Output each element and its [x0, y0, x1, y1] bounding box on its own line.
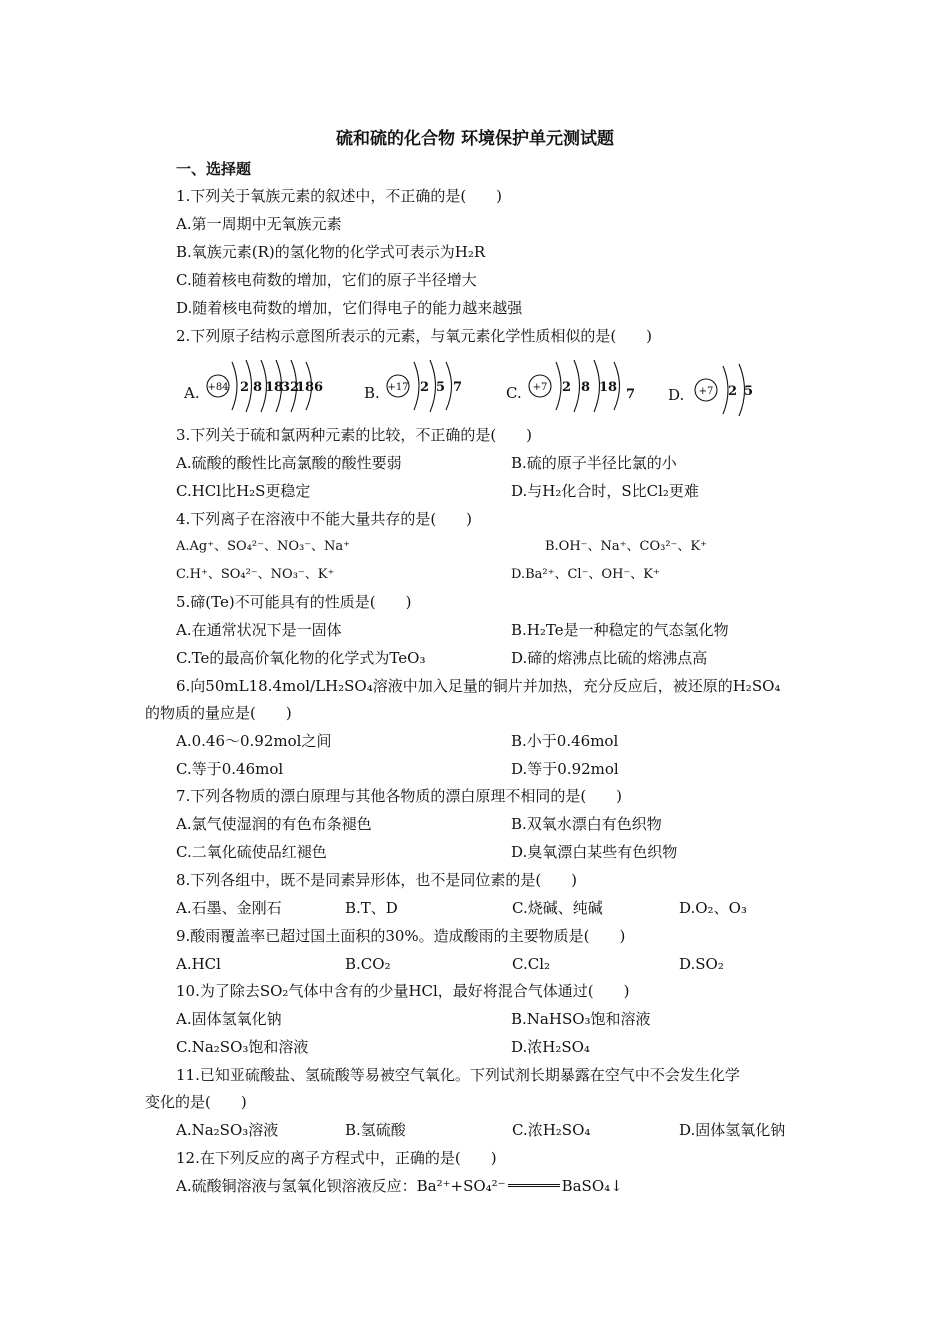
q4-option-d: D.Ba²⁺、Cl⁻、OH⁻、K⁺ — [511, 567, 660, 582]
q5-stem: 5.碲(Te)不可能具有的性质是( ) — [176, 593, 412, 611]
atom-c-nucleus-charge: +7 — [532, 382, 548, 393]
q9-option-b: B.CO₂ — [345, 955, 391, 973]
atom-c-shell-2: 8 — [581, 380, 591, 395]
q12-option-a-product: BaSO₄↓ — [561, 1177, 623, 1195]
q6-option-b: B.小于0.46mol — [511, 732, 619, 750]
q5-option-d: D.碲的熔沸点比硫的熔沸点高 — [511, 649, 708, 667]
q7-option-d: D.臭氧漂白某些有色织物 — [511, 843, 678, 861]
q11-option-b: B.氢硫酸 — [345, 1121, 406, 1139]
q11-option-a: A.Na₂SO₃溶液 — [176, 1121, 279, 1139]
q8-option-d: D.O₂、O₃ — [679, 899, 747, 917]
q1-stem: 1.下列关于氧族元素的叙述中，不正确的是( ) — [176, 187, 503, 205]
q9-option-d: D.SO₂ — [679, 955, 724, 973]
atom-a-shell-6: 6 — [314, 380, 324, 395]
q7-option-c: C.二氧化硫使品红褪色 — [176, 843, 327, 861]
q6-stem-line1: 6.向50mL18.4mol/LH₂SO₄溶液中加入足量的铜片并加热，充分反应后，被还原的H₂SO₄ — [176, 677, 781, 695]
atom-a-shell-3: 18 — [265, 380, 284, 395]
q9-option-a: A.HCl — [176, 955, 221, 973]
atom-c-shell-4: 7 — [626, 387, 636, 402]
q3-option-a: A.硫酸的酸性比高氯酸的酸性要弱 — [176, 454, 402, 472]
atom-c-shell-3: 18 — [599, 380, 618, 395]
atom-a-shell-1: 2 — [240, 380, 250, 395]
q10-option-b: B.NaHSO₃饱和溶液 — [511, 1010, 651, 1028]
q2-stem: 2.下列原子结构示意图所表示的元素，与氧元素化学性质相似的是( ) — [176, 327, 653, 345]
q4-option-c: C.H⁺、SO₄²⁻、NO₃⁻、K⁺ — [176, 567, 335, 582]
q1-option-d: D.随着核电荷数的增加，它们得电子的能力越来越强 — [176, 299, 523, 317]
section-heading: 一、选择题 — [176, 160, 252, 178]
q6-option-a: A.0.46～0.92mol之间 — [176, 732, 332, 750]
atom-c-shell-1: 2 — [562, 380, 572, 395]
q3-option-c: C.HCl比H₂S更稳定 — [176, 482, 311, 500]
q11-options-row — [176, 1120, 816, 1140]
q1-option-b: B.氧族元素(R)的氢化物的化学式可表示为H₂R — [176, 243, 486, 261]
atomic-structure-diagrams — [176, 356, 776, 424]
atom-a-shell-5: 18 — [296, 380, 315, 395]
atom-d-label: D. — [668, 386, 685, 404]
q3-option-b: B.硫的原子半径比氯的小 — [511, 454, 677, 472]
q7-option-b: B.双氧水漂白有色织物 — [511, 815, 662, 833]
atom-d-nucleus-charge: +7 — [698, 386, 714, 397]
atom-b-shell-2: 5 — [436, 380, 446, 395]
q11-option-c: C.浓H₂SO₄ — [512, 1121, 591, 1139]
q5-option-a: A.在通常状况下是一固体 — [176, 621, 342, 639]
q12-option-a — [176, 1176, 623, 1196]
atom-a-label: A. — [184, 384, 200, 402]
q3-stem: 3.下列关于硫和氯两种元素的比较，不正确的是( ) — [176, 426, 533, 444]
q5-option-b: B.H₂Te是一种稳定的气态氢化物 — [511, 621, 729, 639]
equals-sign-icon — [508, 1184, 560, 1187]
q6-stem-line2: 的物质的量应是( ) — [145, 704, 292, 722]
q7-option-a: A.氯气使湿润的有色布条褪色 — [176, 815, 372, 833]
atom-b-shell-1: 2 — [420, 380, 430, 395]
q5-option-c: C.Te的最高价氧化物的化学式为TeO₃ — [176, 649, 426, 667]
q9-options-row — [176, 954, 776, 974]
atom-b-nucleus-charge: +17 — [387, 382, 409, 393]
page-title: 硫和硫的化合物 环境保护单元测试题 — [336, 129, 614, 149]
q11-option-d: D.固体氢氧化钠 — [679, 1121, 786, 1139]
atom-c-label: C. — [506, 384, 522, 402]
q8-option-c: C.烧碱、纯碱 — [512, 899, 603, 917]
atom-a-shell-2: 8 — [253, 380, 263, 395]
q3-option-d: D.与H₂化合时，S比Cl₂更难 — [511, 482, 699, 500]
q11-stem-line2: 变化的是( ) — [145, 1093, 247, 1111]
atom-b-shell-3: 7 — [453, 380, 463, 395]
atom-b-label: B. — [364, 384, 380, 402]
q10-stem: 10.为了除去SO₂气体中含有的少量HCl，最好将混合气体通过( ) — [176, 982, 630, 1000]
q4-stem: 4.下列离子在溶液中不能大量共存的是( ) — [176, 510, 473, 528]
q8-option-a: A.石墨、金刚石 — [176, 899, 282, 917]
q9-stem: 9.酸雨覆盖率已超过国土面积的30%。造成酸雨的主要物质是( ) — [176, 927, 626, 945]
q1-option-c: C.随着核电荷数的增加，它们的原子半径增大 — [176, 271, 477, 289]
q1-option-a: A.第一周期中无氧族元素 — [176, 215, 342, 233]
q10-option-a: A.固体氢氧化钠 — [176, 1010, 282, 1028]
q4-option-a: A.Ag⁺、SO₄²⁻、NO₃⁻、Na⁺ — [176, 539, 351, 554]
q8-stem: 8.下列各组中，既不是同素异形体，也不是同位素的是( ) — [176, 871, 578, 889]
q4-option-b: B.OH⁻、Na⁺、CO₃²⁻、K⁺ — [545, 539, 707, 554]
q7-stem: 7.下列各物质的漂白原理与其他各物质的漂白原理不相同的是( ) — [176, 787, 623, 805]
q6-option-d: D.等于0.92mol — [511, 760, 619, 778]
atom-a-nucleus-charge: +84 — [207, 382, 229, 393]
q12-stem: 12.在下列反应的离子方程式中，正确的是( ) — [176, 1149, 497, 1167]
q10-option-c: C.Na₂SO₃饱和溶液 — [176, 1038, 309, 1056]
q11-stem-line1: 11.已知亚硫酸盐、氢硫酸等易被空气氧化。下列试剂长期暴露在空气中不会发生化学 — [176, 1066, 740, 1084]
q8-option-b: B.T、D — [345, 899, 398, 917]
atom-d-shell-2: 5 — [744, 384, 754, 399]
atom-d-shell-1: 2 — [728, 384, 738, 399]
q9-option-c: C.Cl₂ — [512, 955, 550, 973]
q8-options-row — [176, 898, 776, 918]
atom-a-shell-4: 32 — [281, 380, 300, 395]
q6-option-c: C.等于0.46mol — [176, 760, 284, 778]
q12-option-a-reactants: A.硫酸铜溶液与氢氧化钡溶液反应：Ba²⁺+SO₄²⁻ — [176, 1177, 506, 1195]
q10-option-d: D.浓H₂SO₄ — [511, 1038, 590, 1056]
